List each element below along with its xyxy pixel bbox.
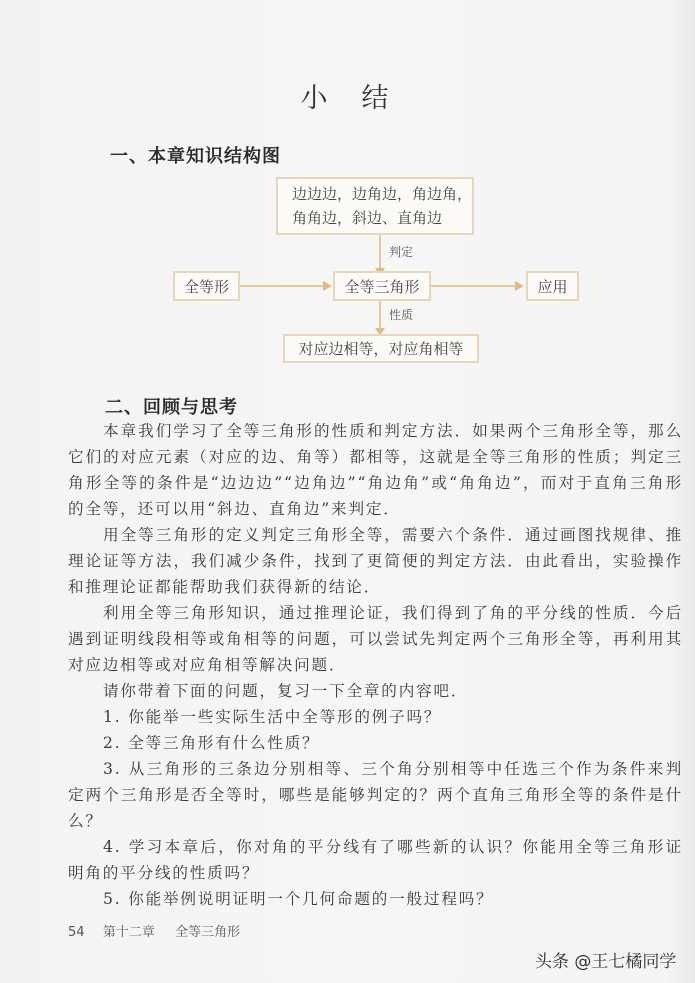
criteria-line-2: 角角边，斜边、直角边 <box>292 209 443 227</box>
arrow-right-icon <box>515 281 524 291</box>
criteria-box <box>276 177 474 235</box>
review-paragraph: 利用全等三角形知识，通过推理论证，我们得到了角的平分线的性质．今后遇到证明线段相等或角相等的问题，可以尝试先判定两个三角形全等，再利用其对应边相等或对应角相等解决问题． <box>68 604 683 674</box>
review-question: 1. 你能举一些实际生活中全等形的例子吗？ <box>103 708 442 726</box>
triangles-to-application-line <box>431 285 517 287</box>
congruent-triangles-box: 全等三角形 <box>333 271 431 301</box>
review-question: 5. 你能举例说明证明一个几何命题的一般过程吗？ <box>103 890 494 908</box>
section-heading-review: 二、回顾与思考 <box>105 397 238 418</box>
judge-connector-line <box>379 235 381 271</box>
edge-label-property: 性质 <box>389 308 414 322</box>
page-footer <box>68 921 240 940</box>
review-question: 3. 从三角形的三条边分别相等、三个角分别相等中任选三个作为条件来判定两个三角形是否全等时，哪些是能够判定的？两个直角三角形全等的条件是什么？ <box>68 760 683 830</box>
review-question: 4. 学习本章后，你对角的平分线有了哪些新的认识？你能用全等三角形证明角的平分线的性质吗？ <box>68 838 683 882</box>
section-heading-structure: 一、本章知识结构图 <box>110 146 281 167</box>
page-title: 小结 <box>300 83 423 114</box>
criteria-line-1: 边边边，边角边，角边角， <box>292 185 473 203</box>
review-text <box>68 418 683 912</box>
review-paragraph: 请你带着下面的问题，复习一下全章的内容吧． <box>103 682 469 700</box>
shapes-to-triangles-line <box>240 285 325 287</box>
application-box: 应用 <box>526 271 579 301</box>
review-paragraph: 用全等三角形的定义判定三角形全等，需要六个条件．通过画图找规律、推理论证等方法，我们减少条件，找到了更简便的判定方法．由此看出，实验操作和推理论证都能帮助我们获得新的结论． <box>68 526 683 596</box>
chapter-number: 第十二章 <box>102 925 155 940</box>
page-number: 54 <box>68 925 85 940</box>
review-paragraph: 本章我们学习了全等三角形的性质和判定方法．如果两个三角形全等，那么它们的对应元素（对应的边、角等）都相等，这就是全等三角形的性质；判定三角形全等的条件是“边边边”“边角边”“角边角”或“角角边”，而对于直角三角形的全等，还可以用“斜边、直角边”来判定． <box>68 422 683 518</box>
congruent-shapes-box: 全等形 <box>173 271 240 301</box>
properties-box: 对应边相等，对应角相等 <box>283 334 479 363</box>
arrow-right-icon <box>323 281 332 291</box>
edge-label-judge: 判定 <box>389 245 414 259</box>
review-question: 2. 全等三角形有什么性质？ <box>103 734 320 752</box>
watermark: 头条 @王七橘同学 <box>535 952 677 972</box>
chapter-title: 全等三角形 <box>175 925 241 940</box>
